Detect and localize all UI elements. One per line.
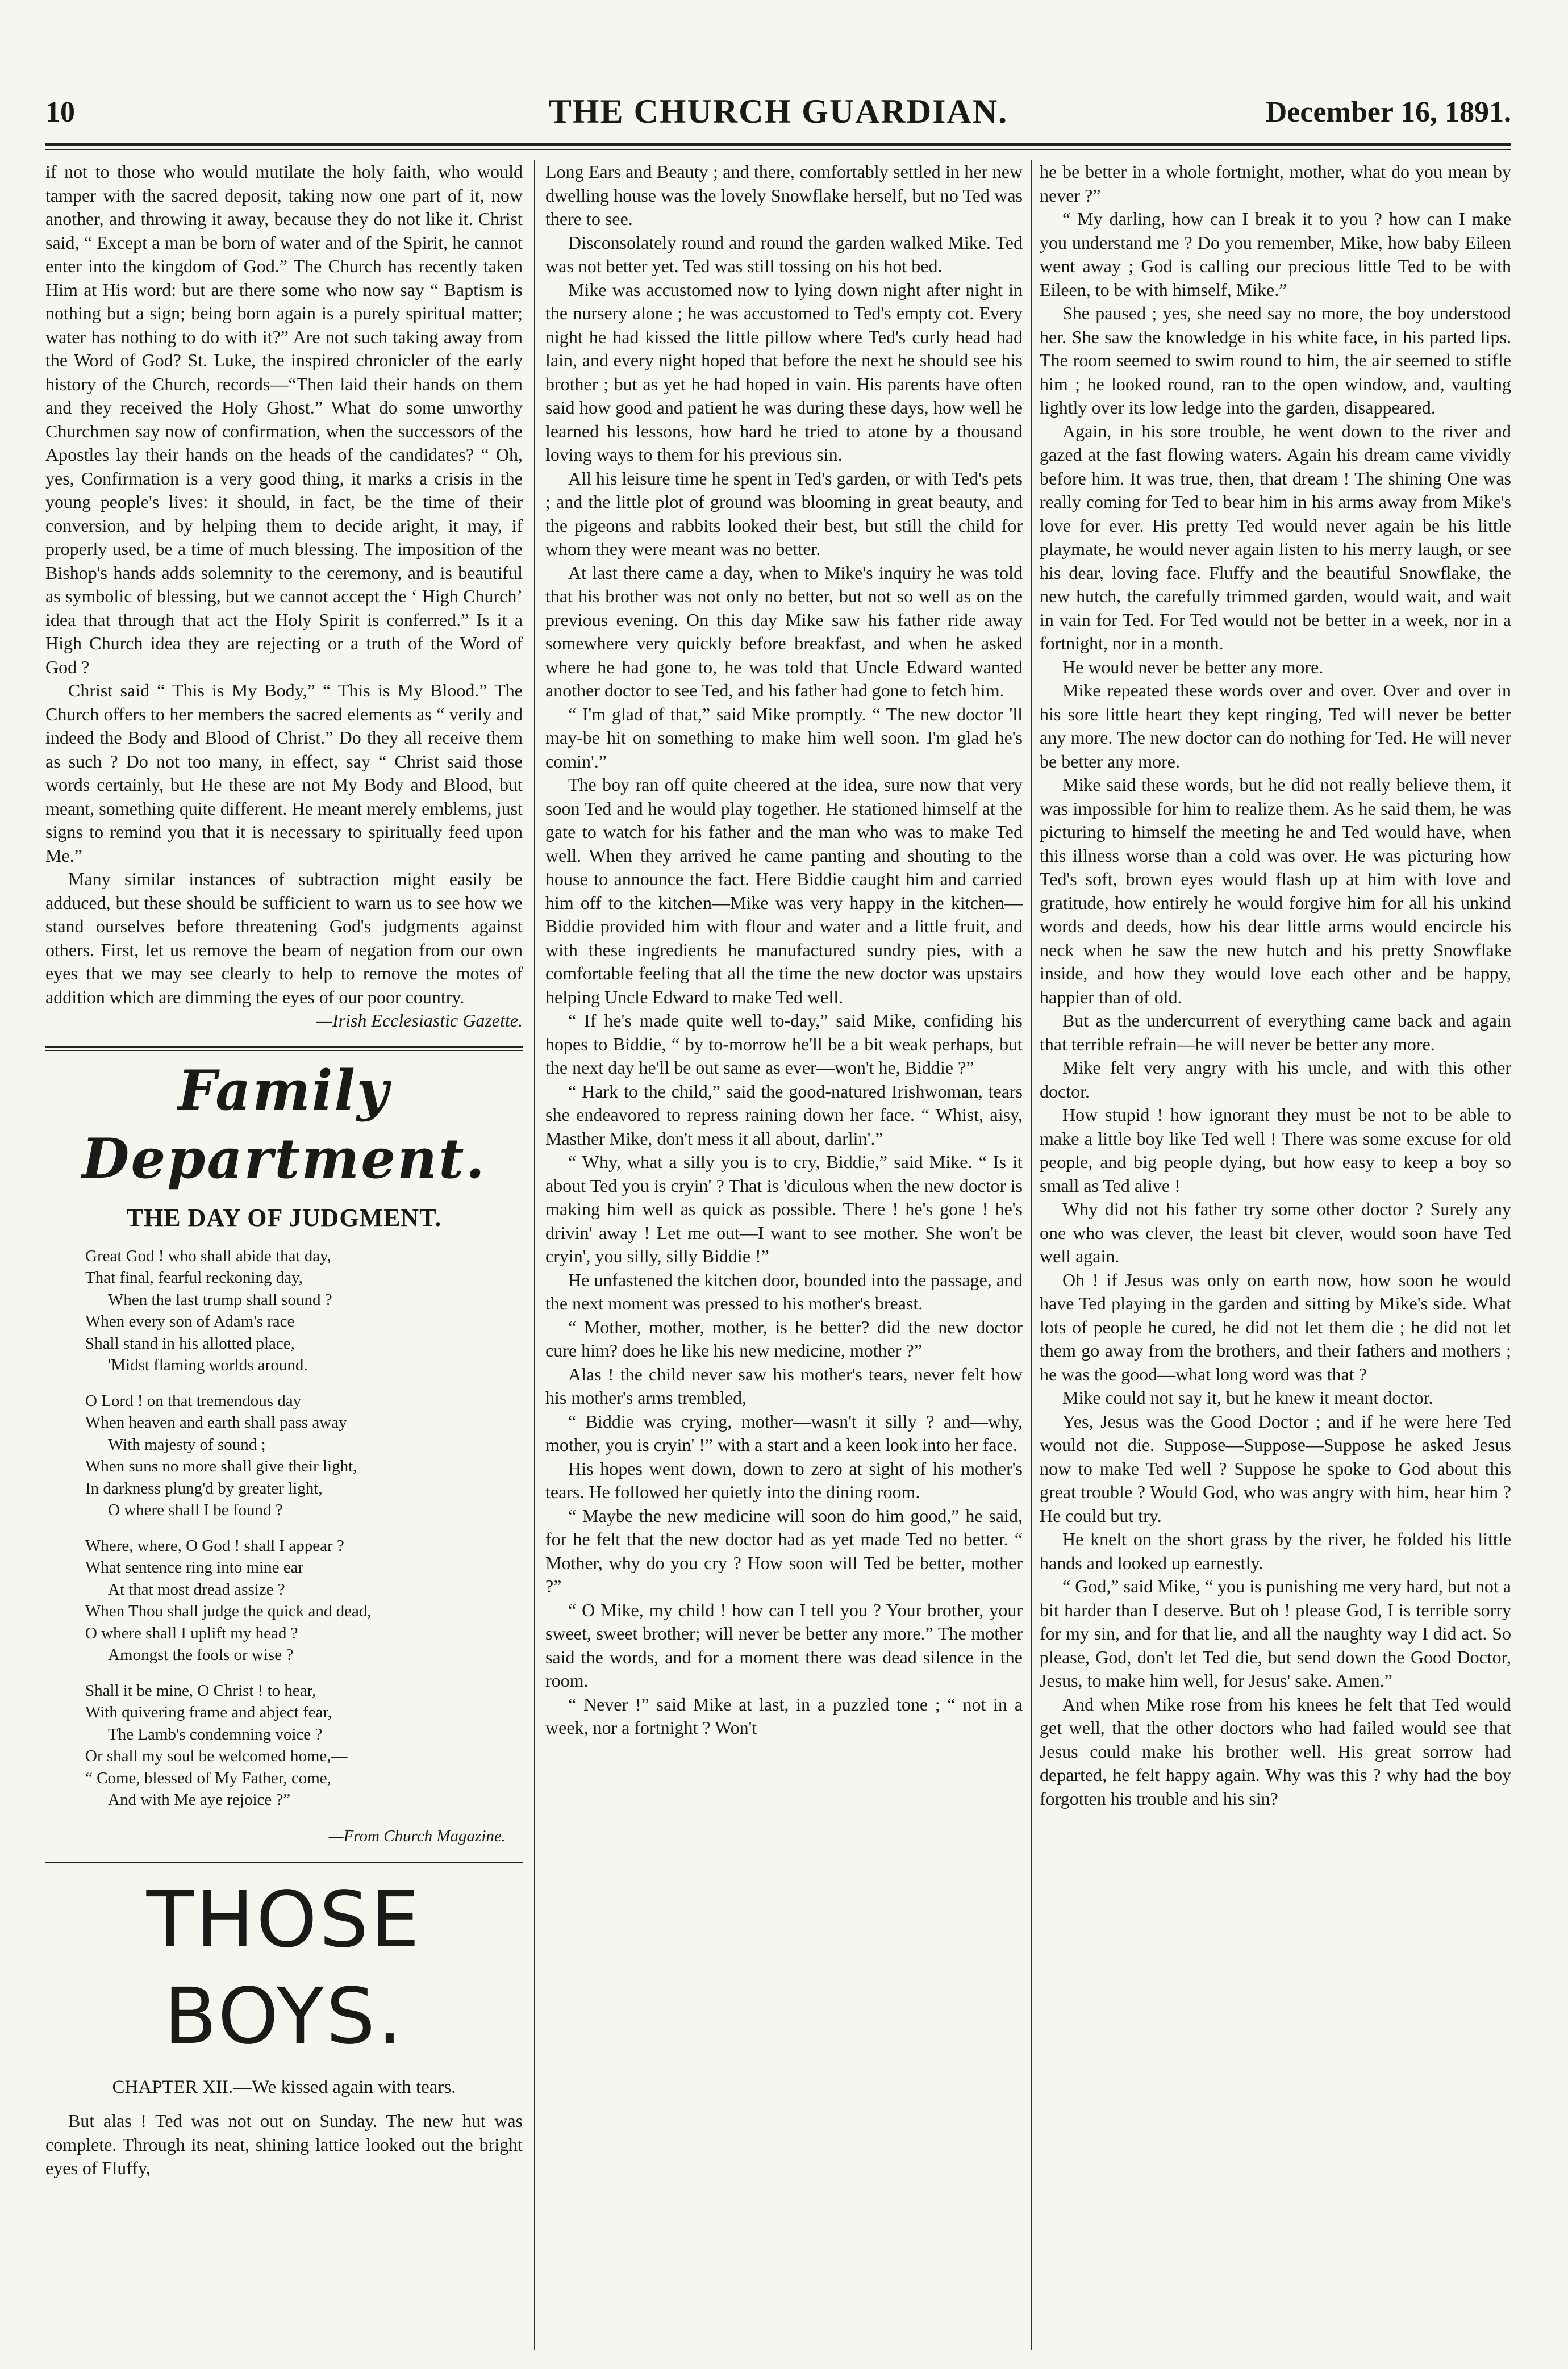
- article-paragraph: Christ said “ This is My Body,” “ This is My Blood.” The Church offers to her members the sacred elements as “ verily and indeed the Body and Blood of Christ.” Do they all receive them as such ? Do not too many, in effect, say “ Christ said those words certainly, but He these are not My Body and Blood, but meant, something quite different. He meant merely emblems, just signs to remind you that it is necessary to spiritually feed upon Me.”: [45, 680, 523, 866]
- article-paragraph: “ My darling, how can I break it to you ? how can I make you understand me ? Do you remember, Mike, how baby Eileen went away ; God is calling our precious little Ted to be with Eileen, to be with himself, Mike.”: [1040, 208, 1511, 300]
- column-1: [45, 160, 523, 2350]
- poem-line: That final, fearful reckoning day,: [85, 1269, 303, 1287]
- column-divider-1: [534, 160, 535, 2350]
- article-paragraph: “ O Mike, my child ! how can I tell you ? Your brother, your sweet, sweet brother; will never be better any more.” The mother said the words, and for a moment there was dead silence in the room.: [545, 1599, 1023, 1691]
- section-separator: [45, 1862, 523, 1866]
- article-paragraph: “ Never !” said Mike at last, in a puzzled tone ; “ not in a week, nor a fortnight ? Won't: [545, 1694, 1023, 1738]
- article-paragraph: His hopes went down, down to zero at sight of his mother's tears. He followed her quietly into the dining room.: [545, 1458, 1023, 1502]
- poem-line: O where shall I be found ?: [108, 1501, 283, 1519]
- poem-line: 'Midst flaming worlds around.: [108, 1356, 308, 1374]
- poem-line: With majesty of sound ;: [108, 1435, 266, 1454]
- article-paragraph: Long Ears and Beauty ; and there, comfortably settled in her new dwelling house was the lovely Snowflake herself, but no Ted was there to see.: [545, 161, 1023, 229]
- column-3: [1040, 160, 1511, 2350]
- article-paragraph: Oh ! if Jesus was only on earth now, how soon he would have Ted playing in the garden and sitting by Mike's side. What lots of people he cured, he did not let them die ; he did not let them go away from the brothers, and their fathers and mothers ; he was the good—what long word was that ?: [1040, 1269, 1511, 1384]
- column-divider-2: [1031, 160, 1032, 2350]
- article-paragraph: Again, in his sore trouble, he went down to the river and gazed at the fast flowing waters. Again his dream came vividly before him. It was true, then, that dream ! The shining One was really coming for Ted to bear him in his arms away from Mike's love for ever. His pretty Ted would never again be his little playmate, he would never again listen to his merry laugh, or see his dear, loving face. Fluffy and the beautiful Snowflake, the new hutch, the carefully trimmed garden, would wait, and wait in vain for Ted. For Ted would not be better in a week, nor in a fortnight, nor in a month.: [1040, 420, 1511, 653]
- article-paragraph: He unfastened the kitchen door, bounded into the passage, and the next moment was pressed to his mother's breast.: [545, 1269, 1023, 1313]
- article-paragraph: And when Mike rose from his knees he felt that Ted would get well, that the other doctors who had failed would see that Jesus could make his brother well. His great sorrow had departed, he felt happy again. Why was this ? why had the boy forgotten his trouble and his sin?: [1040, 1694, 1511, 1809]
- article-paragraph: All his leisure time he spent in Ted's garden, or with Ted's pets ; and the little plot of ground was blooming in great beauty, and the pigeons and rabbits looked their best, but still the child for whom they were meant was no better.: [545, 468, 1023, 559]
- article-paragraph: Disconsolately round and round the garden walked Mike. Ted was not better yet. Ted was still tossing on his hot bed.: [545, 232, 1023, 276]
- poem-line: What sentence ring into mine ear: [85, 1558, 304, 1576]
- article-paragraph: “ Hark to the child,” said the good-natured Irishwoman, tears she endeavored to repress raining down her face. “ Whist, aisy, Masther Mike, don't mess it all about, darlin'.”: [545, 1081, 1023, 1149]
- article-paragraph: He knelt on the short grass by the river, he folded his little hands and looked up earnestly.: [1040, 1529, 1511, 1573]
- article-paragraph: “ Why, what a silly you is to cry, Biddie,” said Mike. “ Is it about Ted you is cryin' ? That is 'diculous when the new doctor is making him well as quick as possible. There ! he's gone ! he's drivin' away ! Let me out—I want to see mother. She won't be cryin', you silly, silly Biddie !”: [545, 1152, 1023, 1266]
- poem-line: And with Me aye rejoice ?”: [108, 1791, 291, 1809]
- poem-stanza: [85, 1390, 523, 1521]
- poem-line: When the last trump shall sound ?: [108, 1290, 332, 1309]
- section-separator: [45, 1046, 523, 1051]
- poem-line: Where, where, O God ! shall I appear ?: [85, 1536, 344, 1555]
- article-paragraph: he be better in a whole fortnight, mother, what do you mean by never ?”: [1040, 161, 1511, 206]
- article-paragraph: But alas ! Ted was not out on Sunday. The new hut was complete. Through its neat, shining lattice looked out the bright eyes of Fluffy,: [45, 2111, 523, 2178]
- poem-line: Or shall my soul be welcomed home,—: [85, 1747, 348, 1765]
- header-rule-thin: [45, 149, 1511, 150]
- poem-title: THE DAY OF JUDGMENT.: [126, 1203, 442, 1232]
- poem: [45, 1245, 523, 1811]
- article-paragraph: “ Maybe the new medicine will soon do him good,” he said, for he felt that the new doctor had as yet made Ted no better. “ Mother, why do you cry ? How soon will Ted be better, mother ?”: [545, 1505, 1023, 1596]
- page-number: 10: [45, 96, 75, 128]
- article-paragraph: “ I'm glad of that,” said Mike promptly. “ The new doctor 'll may-be hit on something to make him well soon. I'm glad he's comin'.”: [545, 703, 1023, 771]
- poem-line: Amongst the fools or wise ?: [108, 1646, 294, 1664]
- poem-line: Shall stand in his allotted place,: [85, 1334, 295, 1353]
- poem-line: O where shall I uplift my head ?: [85, 1624, 298, 1642]
- poem-attribution: —From Church Magazine.: [328, 1826, 506, 1845]
- poem-line: At that most dread assize ?: [108, 1580, 285, 1599]
- poem-stanza: [85, 1680, 523, 1811]
- article-paragraph: He would never be better any more.: [1062, 656, 1324, 677]
- poem-line: Shall it be mine, O Christ ! to hear,: [85, 1681, 316, 1700]
- publication-title: THE CHURCH GUARDIAN.: [548, 93, 1008, 130]
- article-paragraph: Many similar instances of subtraction might easily be adduced, but these should be sufficient to warn us to see how we stand ourselves before threatening God's judgments against others. First, let us remove the beam of negation from our own eyes that we may see clearly to help to remove the motes of addition which are dimming the eyes of our poor country.: [45, 869, 523, 1007]
- poem-stanza: [85, 1535, 523, 1666]
- article-paragraph: “ God,” said Mike, “ you is punishing me very hard, but not a bit harder than I deserve. But oh ! please God, I is terrible sorry for my sin, and for that lie, and all the naughty way I did act. So please, God, don't let Ted die, but send down the Good Doctor, Jesus, to make him well, for Jesus' sake. Amen.”: [1040, 1576, 1511, 1691]
- article-paragraph: Mike repeated these words over and over. Over and over in his sore little heart they kept ringing, Ted will never be better any more. The new doctor can do nothing for Ted. He will never be better any more.: [1040, 680, 1511, 771]
- article-paragraph: “ If he's made quite well to-day,” said Mike, confiding his hopes to Biddie, “ by to-morrow he'll be a bit weak perhaps, but the next day he'll be out same as ever—won't he, Biddie ?”: [545, 1010, 1023, 1078]
- poem-line: When heaven and earth shall pass away: [85, 1413, 347, 1432]
- poem-line: With quivering frame and abject fear,: [85, 1703, 332, 1721]
- article-paragraph: Mike was accustomed now to lying down night after night in the nursery alone ; he was accustomed to Ted's empty cot. Every night he had kissed the little pillow where Ted's curly head had lain, and every night hoped that before the next he should see his brother ; but as yet he had hoped in vain. His parents have often said how good and patient he was during these days, how well he learned his lessons, how hard he tried to atone by a thousand loving ways to them for his previous sin.: [545, 279, 1023, 465]
- page-header: [45, 85, 1511, 136]
- article-paragraph: Alas ! the child never saw his mother's tears, never felt how his mother's arms trembled,: [545, 1363, 1023, 1408]
- poem-line: When every son of Adam's race: [85, 1312, 295, 1331]
- article-paragraph: if not to those who would mutilate the holy faith, who would tamper with the sacred deposit, taking now one part of it, now another, and throwing it away, because they do not like it. Christ said, “ Except a man be born of water and of the Spirit, he cannot enter into the kingdom of God.” The Church has recently taken Him at His word: but are there some who now say “ Baptism is nothing but a sign; being born again is a purely spiritual matter; water has nothing to do with it?” Are not such taking away from the Word of God? St. Luke, the inspired chronicler of the early history of the Church, records—“Then laid their hands on them and they received the Holy Ghost.” What do some unworthy Churchmen say now of confirmation, when the successors of the Apostles lay their hands on the heads of the candidates? “ Oh, yes, Confirmation is a very good thing, it marks a crisis in the young people's lives: it should, in fact, be the time of their conversion, and by helping them to decide aright, it may, if properly used, be a time of much blessing. The imposition of the Bishop's hands adds solemnity to the ceremony, and is beautiful as symbolic of blessing, but we cannot accept the ‘ High Church’ idea that through that act the Holy Spirit is conferred.” Is it a High Church idea they are rejecting or a truth of the Word of God ?: [45, 161, 523, 677]
- article-paragraph: The boy ran off quite cheered at the idea, sure now that very soon Ted and he would play together. He stationed himself at the gate to watch for his father and the man who was to make Ted well. When they arrived he came panting and shouting to the house to announce the fact. Here Biddie caught him and carried him off to the kitchen—Mike was very happy in the kitchen—Biddie provided him with flour and water and a little fruit, and with these ingredients he manufactured sundry pies, with a comfortable feeling that all the time the new doctor was upstairs helping Uncle Edward to make Ted well.: [545, 774, 1023, 1007]
- column-2: [545, 160, 1023, 2350]
- poem-line: “ Come, blessed of My Father, come,: [85, 1769, 331, 1787]
- issue-date: December 16, 1891.: [1265, 96, 1511, 128]
- poem-line: When suns no more shall give their light,: [85, 1457, 357, 1475]
- article-paragraph: How stupid ! how ignorant they must be not to be able to make a little boy like Ted well ! There was some excuse for old people, and big people dying, but how easy to keep a boy so small as Ted alive !: [1040, 1104, 1511, 1196]
- article-source: —Irish Ecclesiastic Gazette.: [316, 1010, 523, 1031]
- article-paragraph: Why did not his father try some other doctor ? Surely any one who was clever, the least bit clever, would soon have Ted well again.: [1040, 1199, 1511, 1266]
- poem-line: In darkness plung'd by greater light,: [85, 1479, 323, 1498]
- story-title: THOSE BOYS.: [146, 1875, 422, 2062]
- article-paragraph: “ Biddie was crying, mother—wasn't it silly ? and—why, mother, you is cryin' !” with a start and a keen look into her face.: [545, 1411, 1023, 1455]
- article-paragraph: Mike could not say it, but he knew it meant doctor.: [1062, 1387, 1433, 1408]
- article-paragraph: But as the undercurrent of everything came back and again that terrible refrain—he will never be better any more.: [1040, 1010, 1511, 1054]
- poem-stanza: [85, 1245, 523, 1377]
- poem-line: When Thou shall judge the quick and dead,: [85, 1602, 372, 1620]
- poem-line: Great God ! who shall abide that day,: [85, 1246, 331, 1265]
- department-heading: Family Department.: [82, 1058, 486, 1191]
- article-paragraph: She paused ; yes, she need say no more, the boy understood her. She saw the knowledge in his white face, in his parted lips. The room seemed to swim round to him, the air seemed to stifle him ; he looked round, ran to the open window, and, vaulting lightly over its low ledge into the garden, disappeared.: [1040, 303, 1511, 418]
- header-rule: [45, 143, 1511, 146]
- chapter-heading: CHAPTER XII.—We kissed again with tears.: [112, 2077, 456, 2097]
- article-paragraph: “ Mother, mother, mother, is he better? did the new doctor cure him? does he like his new medicine, mother ?”: [545, 1316, 1023, 1361]
- poem-line: O Lord ! on that tremendous day: [85, 1391, 302, 1410]
- article-paragraph: Yes, Jesus was the Good Doctor ; and if he were here Ted would not die. Suppose—Suppose—Suppose he asked Jesus now to make Ted well ? Suppose he spoke to God about this great trouble ? Would God, who was angry with him, hear him ? He could but try.: [1040, 1411, 1511, 1526]
- article-paragraph: At last there came a day, when to Mike's inquiry he was told that his brother was not only no better, but not so well as on the previous evening. On this day Mike saw his father ride away somewhere very quickly before breakfast, and when he asked where he had gone to, he was told that Uncle Edward wanted another doctor to see Ted, and his father had gone to fetch him.: [545, 562, 1023, 700]
- article-paragraph: Mike felt very angry with his uncle, and with this other doctor.: [1040, 1057, 1511, 1102]
- article-paragraph: Mike said these words, but he did not really believe them, it was impossible for him to realize them. As he said them, he was picturing to himself the meeting he and Ted would have, when this illness worse than a cold was over. He was picturing how Ted's soft, brown eyes would flash up at him with love and gratitude, how entirely he would forgive him for all his unkind words and deeds, how his dear little arms would encircle his neck when he saw the new hutch and his pretty Snowflake inside, and how they would love each other and be happy, happier than of old.: [1040, 774, 1511, 1007]
- poem-line: The Lamb's condemning voice ?: [108, 1725, 323, 1744]
